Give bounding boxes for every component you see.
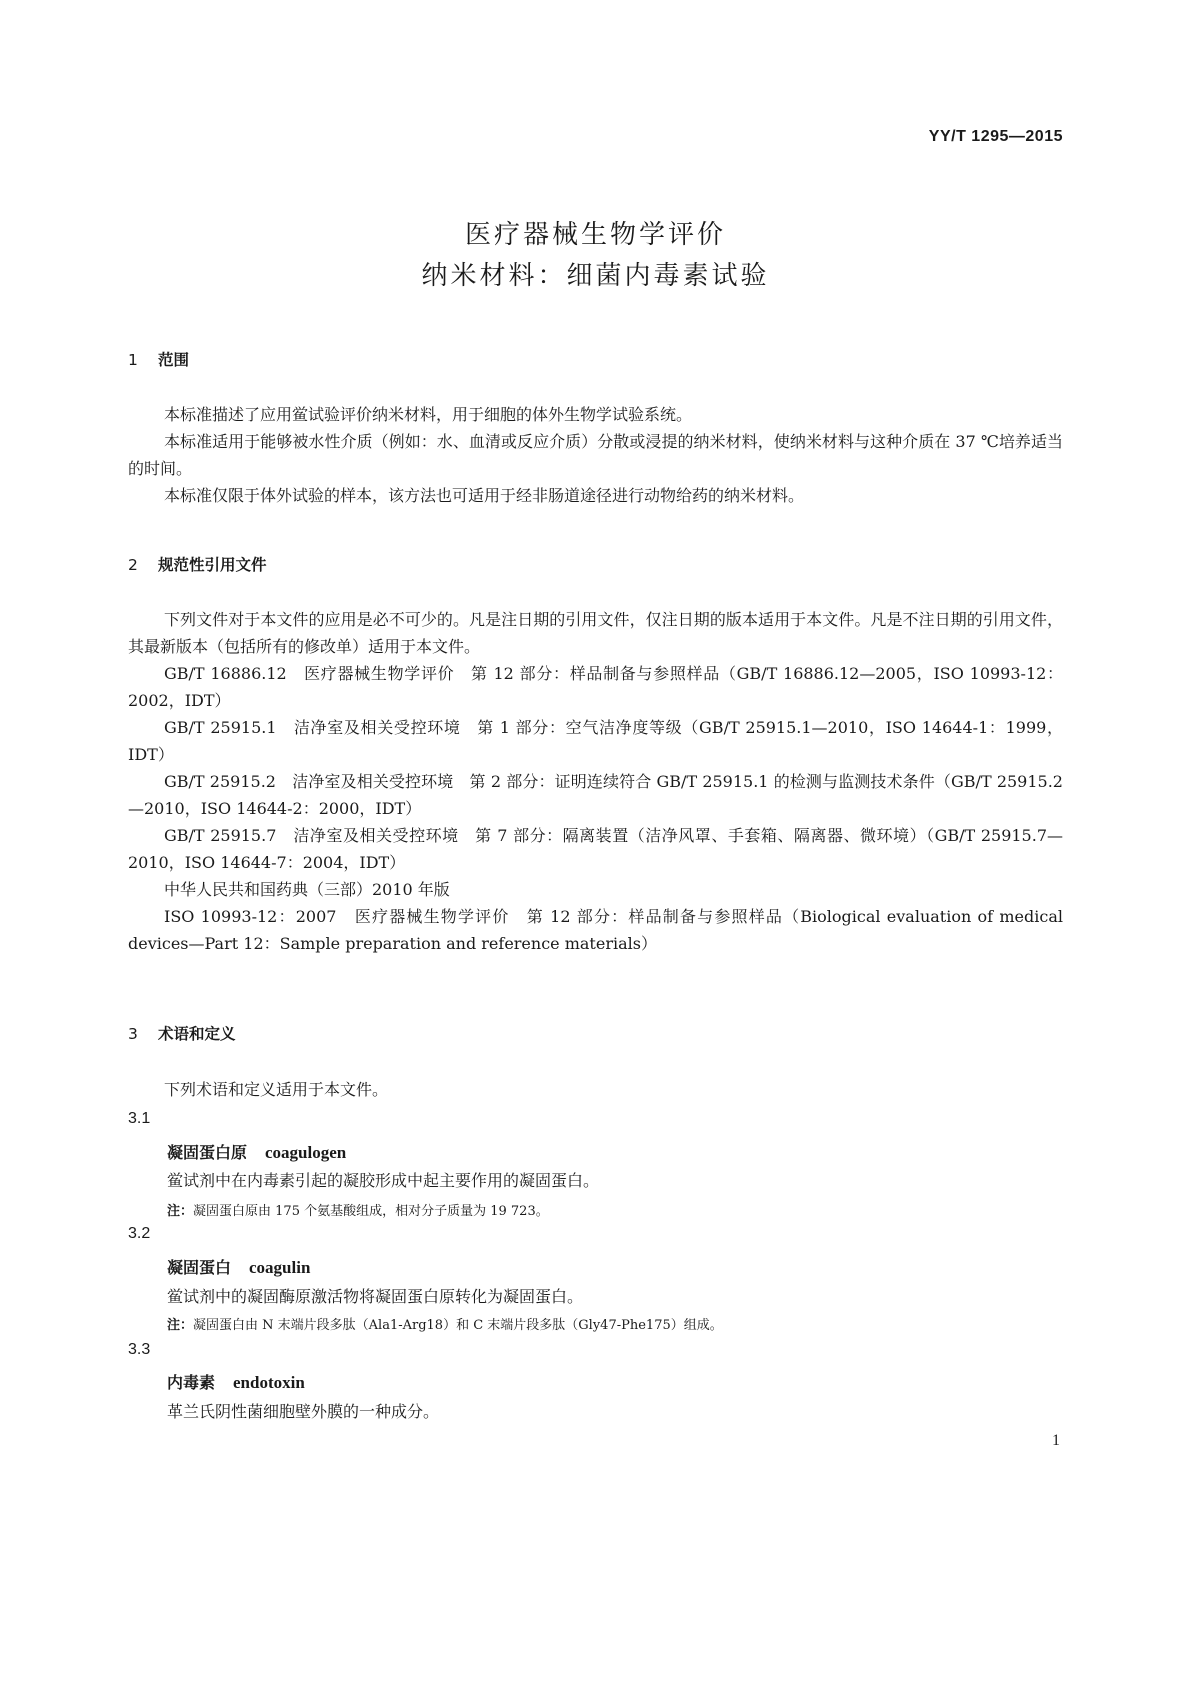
term-entry	[167, 1255, 310, 1278]
clause-number: 3.3	[128, 1341, 151, 1358]
reference-item: GB/T 25915.7 洁净室及相关受控环境 第 7 部分：隔离装置（洁净风罩、手套箱、隔离器、微环境）（GB/T 25915.7—2010，ISO 14644-7：2004，IDT）	[128, 826, 1063, 872]
paragraph: 本标准适用于能够被水性介质（例如：水、血清或反应介质）分散或浸提的纳米材料，使纳米材料与这种介质在 37 ℃培养适当的时间。	[128, 432, 1063, 478]
section-3-heading	[128, 1022, 236, 1044]
section-2-body	[128, 606, 1063, 957]
section-number: 2	[128, 556, 138, 574]
term-definition: 鲎试剂中在内毒素引起的凝胶形成中起主要作用的凝固蛋白。	[167, 1171, 600, 1190]
term-entry	[167, 1140, 346, 1163]
term-chinese: 凝固蛋白	[167, 1258, 232, 1277]
section-1-body	[128, 401, 1063, 509]
note-label: 注：	[167, 1204, 194, 1219]
term-english: coagulin	[249, 1258, 311, 1277]
standard-code: YY/T 1295—2015	[928, 128, 1063, 145]
term-definition: 鲎试剂中的凝固酶原激活物将凝固蛋白原转化为凝固蛋白。	[167, 1287, 584, 1306]
term-chinese: 凝固蛋白原	[167, 1143, 248, 1162]
reference-item: GB/T 16886.12 医疗器械生物学评价 第 12 部分：样品制备与参照样品（GB/T 16886.12—2005，ISO 10993-12：2002，IDT）	[128, 664, 1063, 710]
paragraph: 本标准描述了应用鲎试验评价纳米材料，用于细胞的体外生物学试验系统。	[164, 405, 693, 424]
section-title: 规范性引用文件	[158, 556, 267, 574]
reference-item: ISO 10993-12：2007 医疗器械生物学评价 第 12 部分：样品制备与参照样品（Biological evaluation of medical devices—Part 12：Sample preparation and reference materials）	[128, 907, 1063, 953]
term-english: endotoxin	[233, 1373, 305, 1392]
note-text: 凝固蛋白由 N 末端片段多肽（Ala1-Arg18）和 C 末端片段多肽（Gly47-Phe175）组成。	[193, 1318, 723, 1333]
document-title-line-1: 医疗器械生物学评价	[464, 220, 726, 250]
paragraph: 下列文件对于本文件的应用是必不可少的。凡是注日期的引用文件，仅注日期的版本适用于本文件。凡是不注日期的引用文件，其最新版本（包括所有的修改单）适用于本文件。	[128, 610, 1063, 656]
document-title-line-2: 纳米材料：细菌内毒素试验	[421, 261, 770, 291]
note-label: 注：	[167, 1318, 194, 1333]
clause-number: 3.1	[128, 1110, 151, 1127]
clause-number: 3.2	[128, 1225, 151, 1242]
page-number: 1	[1052, 1432, 1060, 1449]
section-title: 范围	[158, 351, 190, 369]
term-chinese: 内毒素	[167, 1373, 216, 1392]
section-1-heading	[128, 348, 189, 370]
paragraph: 本标准仅限于体外试验的样本，该方法也可适用于经非肠道途径进行动物给药的纳米材料。	[164, 486, 805, 505]
section-title: 术语和定义	[158, 1025, 236, 1043]
section-2-heading	[128, 553, 267, 575]
reference-item: GB/T 25915.1 洁净室及相关受控环境 第 1 部分：空气洁净度等级（GB/T 25915.1—2010，ISO 14644-1：1999，IDT）	[128, 718, 1063, 764]
section-3-body	[128, 1076, 1063, 1103]
reference-item: GB/T 25915.2 洁净室及相关受控环境 第 2 部分：证明连续符合 GB/T 25915.1 的检测与监测技术条件（GB/T 25915.2—2010，ISO 14644-2：2000，IDT）	[128, 772, 1063, 818]
section-number: 1	[128, 351, 138, 369]
section-number: 3	[128, 1025, 138, 1043]
reference-item: 中华人民共和国药典（三部）2010 年版	[164, 880, 450, 899]
term-note	[167, 1314, 723, 1333]
note-text: 凝固蛋白原由 175 个氨基酸组成，相对分子质量为 19 723。	[193, 1204, 549, 1219]
term-note	[167, 1200, 549, 1219]
term-english: coagulogen	[265, 1143, 347, 1162]
paragraph: 下列术语和定义适用于本文件。	[164, 1080, 389, 1099]
term-entry	[167, 1370, 305, 1393]
term-definition: 革兰氏阴性菌细胞壁外膜的一种成分。	[167, 1402, 440, 1421]
